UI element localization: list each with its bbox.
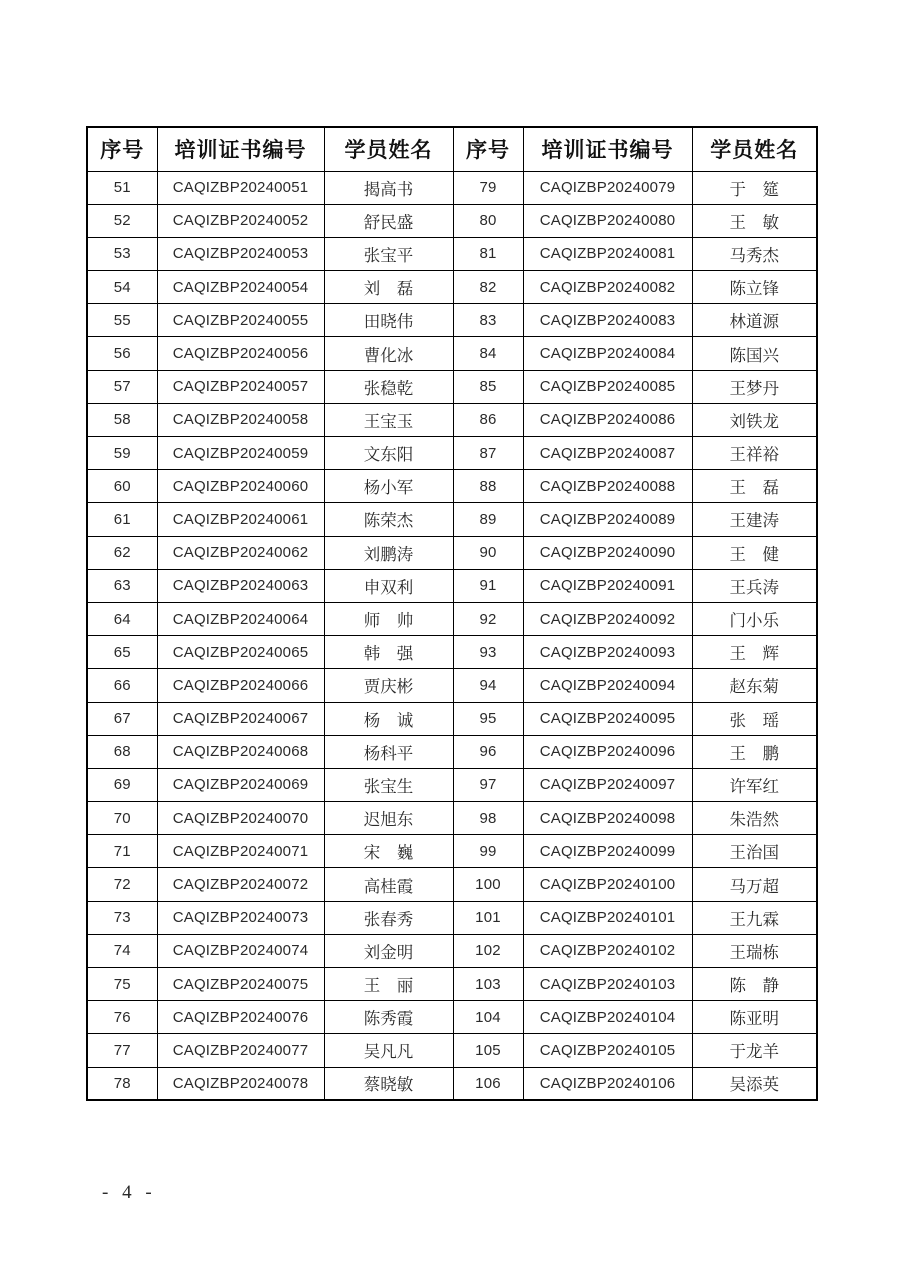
serial-cell: 63 [87,569,157,602]
table-row [87,735,817,768]
serial-cell: 106 [453,1067,523,1100]
cert-number-cell: CAQIZBP20240076 [157,1001,324,1034]
student-name-cell: 刘 磊 [324,271,453,304]
cert-number-cell: CAQIZBP20240101 [523,901,692,934]
cert-number-cell: CAQIZBP20240105 [523,1034,692,1067]
cert-number-cell: CAQIZBP20240092 [523,602,692,635]
cert-number-cell: CAQIZBP20240090 [523,536,692,569]
table-row [87,602,817,635]
cert-number-cell: CAQIZBP20240087 [523,437,692,470]
cert-number-cell: CAQIZBP20240079 [523,171,692,204]
table-row [87,868,817,901]
student-name-cell: 张稳乾 [324,370,453,403]
student-name-cell: 王 鹏 [692,735,817,768]
serial-cell: 62 [87,536,157,569]
student-name-cell: 王九霖 [692,901,817,934]
cert-number-cell: CAQIZBP20240068 [157,735,324,768]
student-name-cell: 王 磊 [692,470,817,503]
student-name-cell: 王宝玉 [324,403,453,436]
serial-cell: 67 [87,702,157,735]
cert-number-cell: CAQIZBP20240097 [523,768,692,801]
student-name-cell: 张 瑶 [692,702,817,735]
serial-cell: 71 [87,835,157,868]
student-name-cell: 马秀杰 [692,237,817,270]
cert-number-cell: CAQIZBP20240096 [523,735,692,768]
student-name-cell: 许军红 [692,768,817,801]
student-name-cell: 田晓伟 [324,304,453,337]
cert-number-cell: CAQIZBP20240100 [523,868,692,901]
serial-cell: 61 [87,503,157,536]
cert-number-cell: CAQIZBP20240075 [157,968,324,1001]
cert-number-cell: CAQIZBP20240078 [157,1067,324,1100]
serial-cell: 83 [453,304,523,337]
serial-cell: 76 [87,1001,157,1034]
cert-number-cell: CAQIZBP20240099 [523,835,692,868]
cert-number-cell: CAQIZBP20240063 [157,569,324,602]
cert-number-cell: CAQIZBP20240091 [523,569,692,602]
table-row [87,237,817,270]
student-name-cell: 陈 静 [692,968,817,1001]
table-row [87,1001,817,1034]
serial-cell: 57 [87,370,157,403]
table-row [87,337,817,370]
cert-number-cell: CAQIZBP20240067 [157,702,324,735]
serial-cell: 79 [453,171,523,204]
student-name-cell: 王瑞栋 [692,934,817,967]
serial-cell: 59 [87,437,157,470]
cert-number-cell: CAQIZBP20240077 [157,1034,324,1067]
serial-number-header: 序号 [453,127,523,171]
cert-number-cell: CAQIZBP20240069 [157,768,324,801]
student-name-cell: 王兵涛 [692,569,817,602]
student-name-cell: 王 丽 [324,968,453,1001]
student-name-cell: 陈亚明 [692,1001,817,1034]
serial-cell: 93 [453,636,523,669]
cert-number-cell: CAQIZBP20240062 [157,536,324,569]
table-row [87,934,817,967]
cert-number-cell: CAQIZBP20240060 [157,470,324,503]
cert-number-cell: CAQIZBP20240058 [157,403,324,436]
cert-number-cell: CAQIZBP20240065 [157,636,324,669]
table-row [87,802,817,835]
serial-cell: 60 [87,470,157,503]
cert-number-cell: CAQIZBP20240066 [157,669,324,702]
student-name-cell: 张春秀 [324,901,453,934]
student-name-cell: 杨科平 [324,735,453,768]
serial-cell: 80 [453,204,523,237]
serial-cell: 65 [87,636,157,669]
cert-number-cell: CAQIZBP20240095 [523,702,692,735]
serial-cell: 82 [453,271,523,304]
cert-number-cell: CAQIZBP20240088 [523,470,692,503]
table-row [87,669,817,702]
serial-cell: 102 [453,934,523,967]
student-name-cell: 杨小军 [324,470,453,503]
cert-number-cell: CAQIZBP20240104 [523,1001,692,1034]
table-row [87,171,817,204]
certificate-number-header: 培训证书编号 [157,127,324,171]
student-name-cell: 吴凡凡 [324,1034,453,1067]
student-name-cell: 蔡晓敏 [324,1067,453,1100]
certificate-roster-table [86,126,818,1101]
student-name-cell: 刘鹏涛 [324,536,453,569]
cert-number-cell: CAQIZBP20240094 [523,669,692,702]
student-name-cell: 陈国兴 [692,337,817,370]
cert-number-cell: CAQIZBP20240086 [523,403,692,436]
student-name-cell: 陈立锋 [692,271,817,304]
serial-cell: 95 [453,702,523,735]
serial-cell: 92 [453,602,523,635]
table-row [87,569,817,602]
student-name-cell: 贾庆彬 [324,669,453,702]
table-row [87,702,817,735]
table-row [87,503,817,536]
serial-cell: 99 [453,835,523,868]
cert-number-cell: CAQIZBP20240089 [523,503,692,536]
cert-number-cell: CAQIZBP20240071 [157,835,324,868]
serial-cell: 68 [87,735,157,768]
serial-cell: 96 [453,735,523,768]
serial-cell: 100 [453,868,523,901]
student-name-cell: 师 帅 [324,602,453,635]
student-name-cell: 刘金明 [324,934,453,967]
serial-cell: 74 [87,934,157,967]
student-name-cell: 舒民盛 [324,204,453,237]
student-name-cell: 迟旭东 [324,802,453,835]
serial-cell: 98 [453,802,523,835]
student-name-cell: 王建涛 [692,503,817,536]
student-name-cell: 朱浩然 [692,802,817,835]
serial-cell: 90 [453,536,523,569]
student-name-cell: 文东阳 [324,437,453,470]
student-name-cell: 门小乐 [692,602,817,635]
page-number: - 4 - [102,1182,152,1203]
cert-number-cell: CAQIZBP20240054 [157,271,324,304]
table-body [87,171,817,1100]
student-name-cell: 陈荣杰 [324,503,453,536]
serial-cell: 87 [453,437,523,470]
table-row [87,204,817,237]
cert-number-cell: CAQIZBP20240098 [523,802,692,835]
table-row [87,968,817,1001]
student-name-cell: 王治国 [692,835,817,868]
cert-number-cell: CAQIZBP20240070 [157,802,324,835]
serial-cell: 58 [87,403,157,436]
serial-cell: 104 [453,1001,523,1034]
serial-cell: 78 [87,1067,157,1100]
table-row [87,835,817,868]
student-name-cell: 陈秀霞 [324,1001,453,1034]
table-row [87,370,817,403]
student-name-cell: 吴添英 [692,1067,817,1100]
table-row [87,470,817,503]
cert-number-cell: CAQIZBP20240053 [157,237,324,270]
cert-number-cell: CAQIZBP20240064 [157,602,324,635]
table-row [87,304,817,337]
cert-number-cell: CAQIZBP20240080 [523,204,692,237]
student-name-cell: 张宝生 [324,768,453,801]
table-header-row [87,127,817,171]
serial-cell: 101 [453,901,523,934]
cert-number-cell: CAQIZBP20240083 [523,304,692,337]
serial-number-header: 序号 [87,127,157,171]
certificate-number-header: 培训证书编号 [523,127,692,171]
cert-number-cell: CAQIZBP20240084 [523,337,692,370]
serial-cell: 73 [87,901,157,934]
serial-cell: 84 [453,337,523,370]
serial-cell: 94 [453,669,523,702]
serial-cell: 97 [453,768,523,801]
student-name-cell: 刘铁龙 [692,403,817,436]
student-name-cell: 宋 巍 [324,835,453,868]
cert-number-cell: CAQIZBP20240052 [157,204,324,237]
student-name-cell: 揭高书 [324,171,453,204]
serial-cell: 54 [87,271,157,304]
serial-cell: 64 [87,602,157,635]
student-name-header: 学员姓名 [324,127,453,171]
cert-number-cell: CAQIZBP20240102 [523,934,692,967]
student-name-cell: 赵东菊 [692,669,817,702]
cert-number-cell: CAQIZBP20240055 [157,304,324,337]
serial-cell: 103 [453,968,523,1001]
table-row [87,437,817,470]
serial-cell: 88 [453,470,523,503]
student-name-cell: 申双利 [324,569,453,602]
serial-cell: 89 [453,503,523,536]
student-name-header: 学员姓名 [692,127,817,171]
table-row [87,1067,817,1100]
serial-cell: 56 [87,337,157,370]
cert-number-cell: CAQIZBP20240074 [157,934,324,967]
serial-cell: 91 [453,569,523,602]
serial-cell: 75 [87,968,157,1001]
student-name-cell: 于龙羊 [692,1034,817,1067]
student-name-cell: 王 辉 [692,636,817,669]
student-name-cell: 曹化冰 [324,337,453,370]
serial-cell: 77 [87,1034,157,1067]
student-name-cell: 韩 强 [324,636,453,669]
serial-cell: 70 [87,802,157,835]
serial-cell: 72 [87,868,157,901]
serial-cell: 51 [87,171,157,204]
student-name-cell: 于 筵 [692,171,817,204]
cert-number-cell: CAQIZBP20240051 [157,171,324,204]
student-name-cell: 杨 诚 [324,702,453,735]
cert-number-cell: CAQIZBP20240073 [157,901,324,934]
serial-cell: 105 [453,1034,523,1067]
serial-cell: 86 [453,403,523,436]
cert-number-cell: CAQIZBP20240106 [523,1067,692,1100]
student-name-cell: 王 健 [692,536,817,569]
serial-cell: 85 [453,370,523,403]
table-row [87,636,817,669]
serial-cell: 55 [87,304,157,337]
cert-number-cell: CAQIZBP20240082 [523,271,692,304]
table-row [87,901,817,934]
serial-cell: 52 [87,204,157,237]
student-name-cell: 马万超 [692,868,817,901]
cert-number-cell: CAQIZBP20240103 [523,968,692,1001]
cert-number-cell: CAQIZBP20240061 [157,503,324,536]
student-name-cell: 林道源 [692,304,817,337]
cert-number-cell: CAQIZBP20240085 [523,370,692,403]
student-name-cell: 王 敏 [692,204,817,237]
cert-number-cell: CAQIZBP20240056 [157,337,324,370]
table-row [87,403,817,436]
serial-cell: 81 [453,237,523,270]
cert-number-cell: CAQIZBP20240072 [157,868,324,901]
table-row [87,768,817,801]
student-name-cell: 王梦丹 [692,370,817,403]
cert-number-cell: CAQIZBP20240057 [157,370,324,403]
cert-number-cell: CAQIZBP20240059 [157,437,324,470]
student-name-cell: 高桂霞 [324,868,453,901]
student-name-cell: 张宝平 [324,237,453,270]
table-row [87,536,817,569]
serial-cell: 66 [87,669,157,702]
serial-cell: 53 [87,237,157,270]
student-name-cell: 王祥裕 [692,437,817,470]
table-row [87,271,817,304]
cert-number-cell: CAQIZBP20240081 [523,237,692,270]
cert-number-cell: CAQIZBP20240093 [523,636,692,669]
serial-cell: 69 [87,768,157,801]
table-row [87,1034,817,1067]
